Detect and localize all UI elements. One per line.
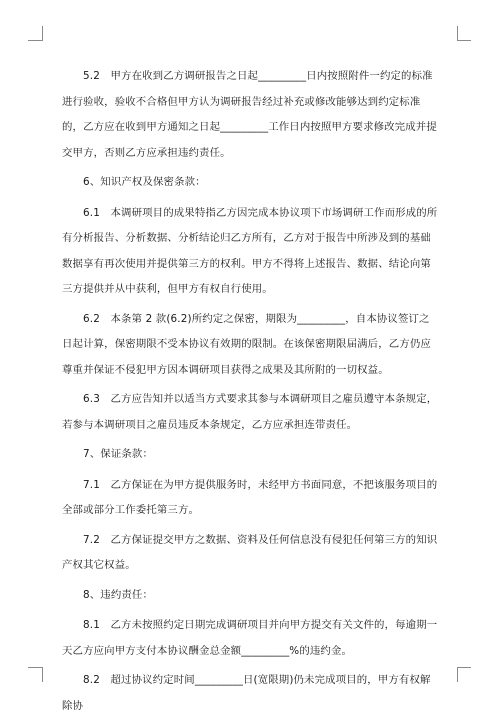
clause-8-2: 8.2 超过协议约定时间_________日(宽限期)仍未完成项目的，甲方有权解除协	[62, 674, 431, 712]
clause-6-2: 6.2 本条第 2 款(6.2)所约定之保密，期限为_________，自本协议签订之日起计算，保密期限不受本协议有效期的限制。在该保密期限届满后，乙方仍应尊重并保证不侵犯甲方因本调研项目获得之成果及其所附的一切权益。	[62, 312, 431, 376]
crop-mark-top-right-horizontal	[457, 40, 471, 41]
clause-5-2: 5.2 甲方在收到乙方调研报告之日起_________日内按照附件一约定的标准进行验收，验收不合格但甲方认为调研报告经过补充或修改能够达到约定标准的，乙方应在收到甲方通知之日起_________工作日内按照甲方要求修改完成并提交甲方，否则乙方应承担违约责任。	[62, 70, 437, 159]
clause-6-3: 6.3 乙方应告知并以适当方式要求其参与本调研项目之雇员遵守本条规定，若参与本调研项目之雇员违反本条规定，乙方应承担连带责任。	[62, 393, 438, 431]
clause-8-1: 8.1 乙方未按照约定日期完成调研项目并向甲方提交有关文件的，每逾期一天乙方应向甲方支付本协议酬金总金额_________%的违约金。	[62, 619, 438, 657]
crop-mark-top-left-vertical	[42, 26, 43, 41]
crop-mark-bottom-left-horizontal	[28, 667, 42, 668]
section-heading-8: 8、违约责任：	[83, 588, 154, 601]
clause-6-1: 6.1 本调研项目的成果特指乙方因完成本协议项下市场调研工作而形成的所有分析报告、分析数据、分析结论归乙方所有，乙方对于报告中所涉及到的基础数据享有再次使用并提供第三方的权利。甲方不得将上述报告、数据、结论向第三方提供并从中获利，但甲方有权自行使用。	[62, 206, 438, 295]
clause-7-1: 7.1 乙方保证在为甲方提供服务时，未经甲方书面同意，不把该服务项目的全部或部分工作委托第三方。	[62, 478, 438, 516]
crop-mark-bottom-right-vertical	[457, 667, 458, 682]
crop-mark-bottom-left-vertical	[42, 667, 43, 682]
section-heading-6: 6、知识产权及保密条款：	[83, 176, 206, 188]
crop-mark-top-right-vertical	[457, 26, 458, 41]
crop-mark-top-left-horizontal	[28, 40, 42, 41]
clause-7-2: 7.2 乙方保证提交甲方之数据、资料及任何信息没有侵犯任何第三方的知识产权其它权益。	[62, 533, 438, 571]
section-heading-7: 7、保证条款：	[83, 448, 154, 460]
document-body	[62, 64, 440, 723]
crop-mark-bottom-right-horizontal	[457, 667, 471, 668]
